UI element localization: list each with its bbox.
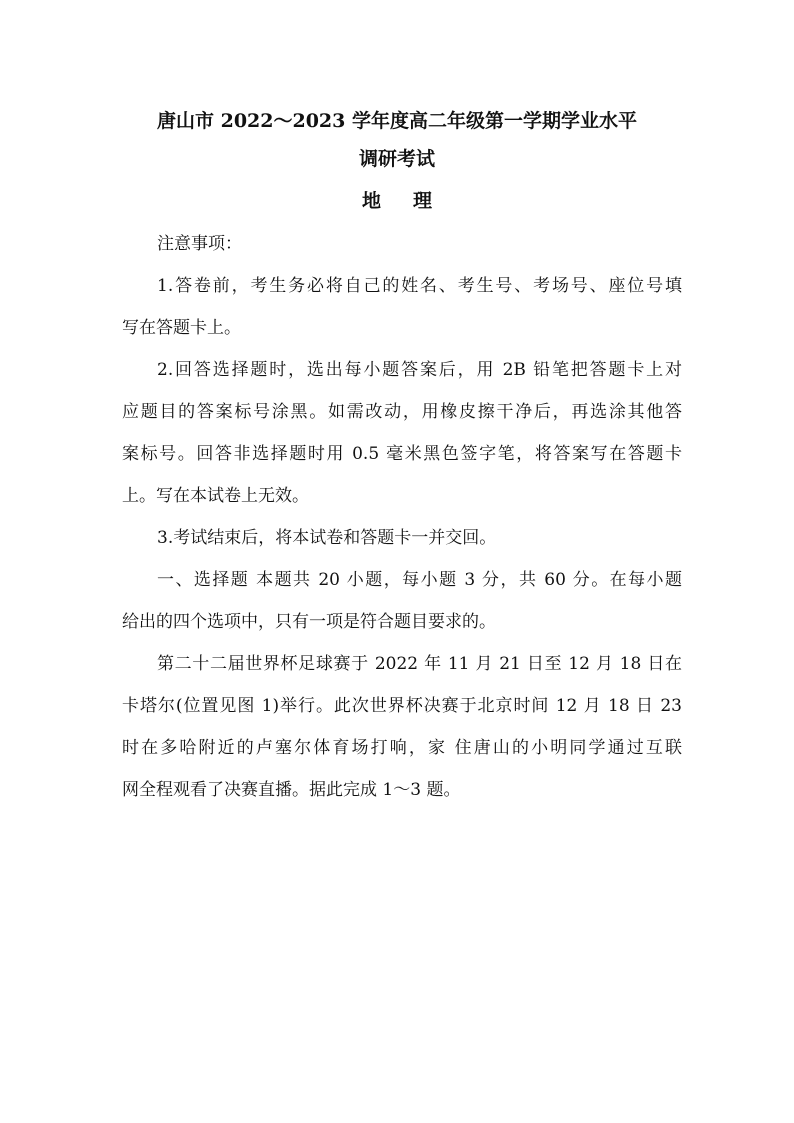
question-stem-line: 网全程观看了决赛直播。据此完成 1～3 题。: [122, 780, 461, 800]
exam-title-line-1: 唐山市 2022～2023 学年度高二年级第一学期学业水平: [157, 110, 637, 132]
paragraph-line: 应题目的答案标号涂黑。如需改动，用橡皮擦干净后，再选涂其他答: [122, 402, 682, 422]
paragraph-line: 2.回答选择题时，选出每小题答案后，用 2B 铅笔把答题卡上对: [157, 360, 682, 380]
question-stem-line: 卡塔尔(位置见图 1)举行。此次世界杯决赛于北京时间 12 月 18 日 23: [122, 696, 682, 716]
subject-char-2: 理: [413, 190, 433, 212]
subject-heading: [0, 189, 794, 213]
paragraph-line: 写在答题卡上。: [122, 318, 241, 338]
notice-heading: 注意事项：: [157, 234, 242, 254]
question-stem-line: 时在多哈附近的卢塞尔体育场打响，家 住唐山的小明同学通过互联: [122, 738, 682, 758]
paragraph-line: 3.考试结束后，将本试卷和答题卡一并交回。: [157, 528, 497, 548]
paragraph-line: 案标号。回答非选择题时用 0.5 毫米黑色签字笔，将答案写在答题卡: [122, 444, 682, 464]
subject-char-1: 地: [361, 190, 381, 212]
exam-title-line-2: 调研考试: [358, 148, 435, 170]
paragraph-line: 1.答卷前，考生务必将自己的姓名、考生号、考场号、座位号填: [157, 276, 682, 296]
section-heading-line: 给出的四个选项中，只有一项是符合题目要求的。: [122, 612, 496, 632]
paragraph-line: 上。写在本试卷上无效。: [122, 486, 309, 506]
question-stem-line: 第二十二届世界杯足球赛于 2022 年 11 月 21 日至 12 月 18 日在: [157, 654, 682, 674]
section-heading-line: 一、选择题 本题共 20 小题，每小题 3 分，共 60 分。在每小题: [157, 570, 682, 590]
